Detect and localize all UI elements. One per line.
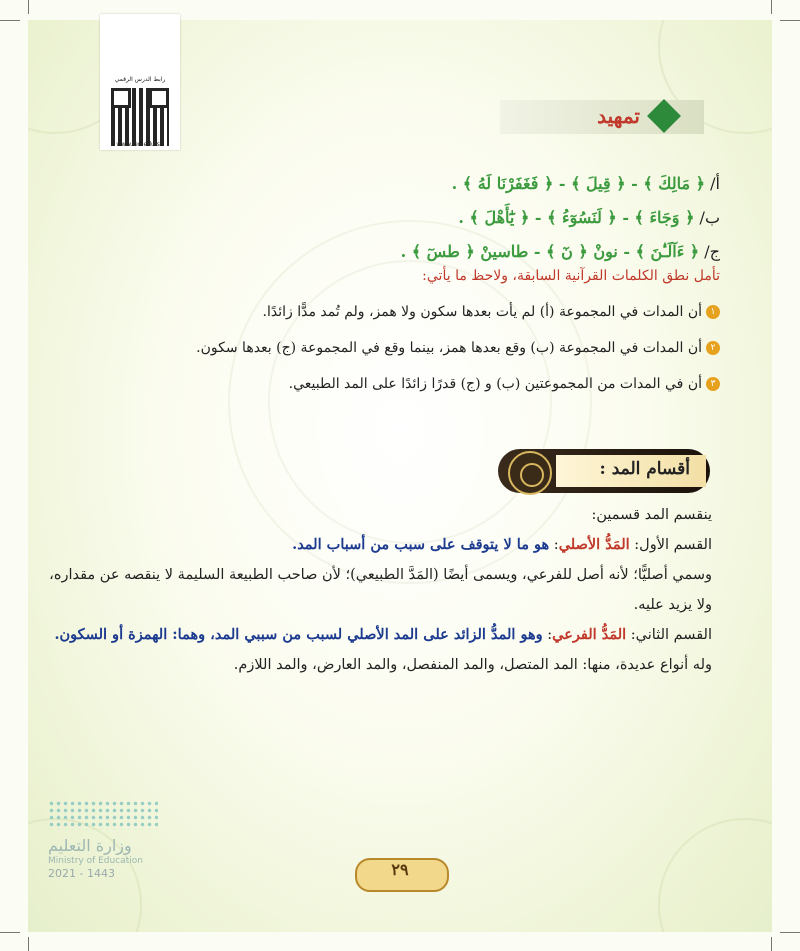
group-label: ج/ bbox=[704, 242, 720, 261]
part1-line bbox=[42, 530, 712, 560]
part2-definition: وهو المدُّ الزائد على المد الأصلي لسبب من سببي المد، وهما: الهمزة أو السكون. bbox=[54, 626, 543, 643]
crop-mark bbox=[780, 20, 800, 21]
flower-medallion-icon bbox=[508, 451, 552, 495]
digital-lesson-qr[interactable] bbox=[100, 14, 180, 150]
point-item bbox=[263, 304, 720, 320]
part2-line bbox=[42, 620, 712, 650]
group-line bbox=[452, 174, 720, 193]
crop-mark bbox=[0, 932, 20, 933]
group-label: أ/ bbox=[710, 174, 720, 193]
part1-prefix: القسم الأول: bbox=[629, 537, 712, 553]
qr-title: رابط الدرس الرقمي bbox=[114, 76, 166, 83]
logo-dots-icon bbox=[48, 800, 158, 830]
part2-colon: : bbox=[542, 627, 553, 643]
body-text bbox=[42, 500, 712, 680]
point-number: ٣ bbox=[706, 377, 720, 391]
qr-code-icon[interactable] bbox=[111, 88, 169, 146]
group-line bbox=[458, 208, 720, 227]
quran-words: ﴿ مَالِكَ ﴾ - ﴿ قِيلَ ﴾ - ﴿ فَغَفَرْنَا لَهُ ﴾ . bbox=[451, 174, 706, 193]
point-text: أن في المدات من المجموعتين (ب) و (ج) قدرًا زائدًا على المد الطبيعي. bbox=[288, 376, 702, 392]
ornament-corner bbox=[658, 818, 772, 932]
page-number: ٢٩ bbox=[391, 860, 409, 879]
point-number: ١ bbox=[706, 305, 720, 319]
point-text: أن المدات في المجموعة (ب) وقع بعدها همز، بينما وقع في المجموعة (ج) بعدها سكون. bbox=[196, 340, 702, 356]
intro-line: ينقسم المد قسمين: bbox=[591, 507, 712, 523]
types-line: وله أنواع عديدة، منها: المد المتصل، والمد المنفصل، والمد العارض، والمد اللازم. bbox=[233, 657, 712, 673]
quran-words: ﴿ وَجَاءَ ﴾ - ﴿ لَنَسُوٓءُ ﴾ - ﴿ يَٰٓأَهْلَ ﴾ . bbox=[458, 208, 695, 227]
crop-mark bbox=[771, 0, 772, 14]
quran-words: ﴿ ءَآلَـٰٔنَ ﴾ - نونْ ﴿ نٓ ﴾ - طاسينْ ﴿ طسٓ ﴾ . bbox=[400, 242, 700, 261]
crop-mark bbox=[28, 0, 29, 14]
part1-colon: : bbox=[549, 537, 559, 553]
point-text: أن المدات في المجموعة (أ) لم يأت بعدها سكون ولا همز، ولم تُمد مدًّا زائدًا. bbox=[262, 304, 702, 320]
point-item bbox=[196, 340, 720, 356]
crop-mark bbox=[28, 937, 29, 951]
group-label: ب/ bbox=[699, 208, 720, 227]
section-title-tamhid: تمهيد bbox=[597, 104, 640, 128]
edition-year: 2021 - 1443 bbox=[48, 867, 115, 880]
point-number: ٢ bbox=[706, 341, 720, 355]
instruction-text: تأمل نطق الكلمات القرآنية السابقة، ولاحظ ما يأتي: bbox=[422, 268, 720, 284]
explain-line: وسمي أصليًّا؛ لأنه أصل للفرعي، ويسمى أيضًا (المَدَّ الطبيعي)؛ لأن صاحب الطبيعة السليمة لا ينقصه عن مقداره، ولا يزيد عليه. bbox=[49, 567, 712, 613]
point-item bbox=[289, 376, 720, 392]
ministry-logo bbox=[48, 800, 158, 880]
part1-term: المَدُّ الأصلي bbox=[558, 536, 630, 553]
section-title-aqsam: أقسام المد : bbox=[599, 459, 690, 479]
crop-mark bbox=[771, 937, 772, 951]
part2-prefix: القسم الثاني: bbox=[626, 627, 712, 643]
part1-definition: هو ما لا يتوقف على سبب من أسباب المد. bbox=[292, 536, 550, 553]
ministry-name-en: Ministry of Education bbox=[48, 856, 143, 866]
ministry-name-ar: وزارة التعليم bbox=[48, 836, 132, 855]
qr-url: www.ien.edu.sa bbox=[116, 141, 164, 148]
part2-term: المَدُّ الفرعي bbox=[552, 626, 627, 643]
group-line bbox=[401, 242, 720, 261]
crop-mark bbox=[0, 20, 20, 21]
crop-mark bbox=[780, 932, 800, 933]
